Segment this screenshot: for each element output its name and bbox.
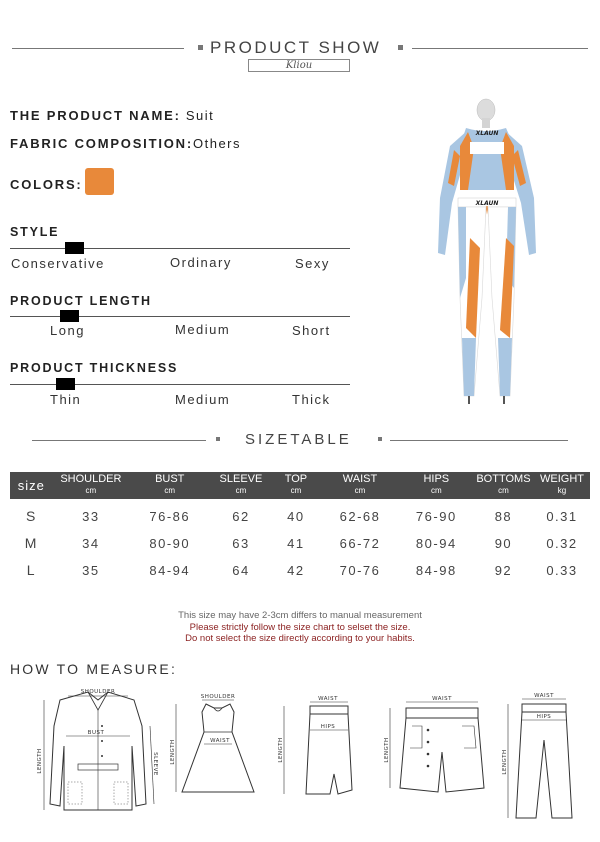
style-scale-line — [10, 248, 350, 249]
thickness-marker — [56, 378, 75, 390]
header-square-right — [398, 45, 403, 50]
header-rule-right — [412, 48, 588, 49]
shorts-waist-label: WAIST — [432, 696, 452, 702]
waistband-logo-text: XLAUN — [475, 200, 499, 207]
colors-row — [10, 177, 83, 192]
col-sleeve: SLEEVE cm — [210, 472, 271, 499]
product-name-label: THE PRODUCT NAME: — [10, 108, 181, 123]
brand-label: Kliou — [248, 59, 350, 72]
thickness-option-thick: Thick — [292, 392, 331, 407]
note-habits: Do not select the size directly according to your habits. — [185, 633, 415, 644]
cell-hips: 76-90 — [415, 508, 457, 524]
jacket-sleeve-label: SLEEVE — [152, 752, 158, 776]
skirt-diagram — [278, 694, 358, 800]
cell-weight: 0.31 — [546, 508, 578, 524]
cell-sleeve: 64 — [232, 562, 250, 578]
fabric-row — [10, 136, 241, 151]
cell-bottoms: 92 — [494, 562, 513, 578]
header-rule-left — [12, 48, 184, 49]
cell-waist: 66-72 — [339, 535, 381, 551]
thickness-option-medium: Medium — [175, 392, 231, 407]
cell-bust: 80-90 — [149, 535, 191, 551]
table-row — [10, 499, 590, 526]
cell-weight: 0.32 — [546, 535, 578, 551]
col-waist: WAIST cm — [320, 472, 399, 499]
sizetable-title: SIZETABLE — [245, 431, 352, 448]
dress-shoulder-label: SHOULDER — [200, 694, 236, 700]
pants-diagram — [504, 690, 584, 822]
cell-waist: 62-68 — [339, 508, 381, 524]
size-table — [10, 472, 590, 580]
cell-sleeve: 62 — [232, 508, 250, 524]
jacket-diagram — [38, 686, 158, 818]
thickness-label: PRODUCT THICKNESS — [10, 361, 179, 375]
cell-shoulder: 35 — [82, 562, 100, 578]
pants-length-label: LENGTH — [502, 749, 508, 775]
cell-waist: 70-76 — [339, 562, 381, 578]
page-title: PRODUCT SHOW — [210, 38, 382, 57]
dress-waist-label: WAIST — [210, 738, 230, 744]
color-swatch-orange[interactable] — [85, 168, 114, 195]
size-table-header — [10, 472, 590, 499]
length-option-short: Short — [292, 323, 331, 338]
skirt-length-label: LENGTH — [278, 737, 284, 763]
jacket-length-label: LENGTH — [37, 748, 43, 774]
col-size: size — [10, 472, 53, 499]
product-name-row — [10, 108, 214, 123]
col-top: TOP cm — [271, 472, 320, 499]
style-option-ordinary: Ordinary — [170, 255, 232, 270]
cell-top: 40 — [287, 508, 305, 524]
cell-size: L — [26, 562, 37, 578]
cell-size: M — [24, 535, 38, 551]
product-photo — [410, 98, 560, 406]
shorts-diagram — [382, 692, 494, 802]
header-square-left — [198, 45, 203, 50]
fabric-label: FABRIC COMPOSITION: — [10, 136, 193, 151]
how-to-measure-title: HOW TO MEASURE: — [10, 661, 178, 677]
dress-length-label: LENGTH — [170, 739, 176, 765]
col-hips: HIPS cm — [400, 472, 473, 499]
thickness-option-thin: Thin — [50, 392, 82, 407]
skirt-hips-label: HIPS — [320, 724, 336, 730]
fabric-value: Others — [192, 136, 241, 151]
style-marker — [65, 242, 84, 254]
cell-hips: 80-94 — [415, 535, 457, 551]
cell-shoulder: 34 — [82, 535, 100, 551]
cell-size: S — [25, 508, 37, 524]
product-name-value: Suit — [185, 108, 215, 123]
top-logo-text: XLAUN — [475, 130, 499, 137]
style-option-conservative: Conservative — [11, 256, 105, 271]
cell-hips: 84-98 — [415, 562, 457, 578]
length-marker — [60, 310, 79, 322]
col-weight: WEIGHT kg — [534, 472, 590, 499]
length-label: PRODUCT LENGTH — [10, 294, 152, 308]
table-row — [10, 526, 590, 553]
jacket-shoulder-label: SHOULDER — [80, 689, 116, 695]
col-shoulder: SHOULDER cm — [53, 472, 129, 499]
cell-top: 41 — [287, 535, 305, 551]
col-bottoms: BOTTOMS cm — [473, 472, 534, 499]
length-option-medium: Medium — [175, 322, 231, 337]
col-bust: BUST cm — [129, 472, 210, 499]
colors-label: COLORS: — [10, 177, 83, 192]
cell-weight: 0.33 — [546, 562, 578, 578]
pants-waist-label: WAIST — [534, 693, 554, 699]
cell-sleeve: 63 — [232, 535, 250, 551]
table-row — [10, 553, 590, 580]
pants-hips-label: HIPS — [536, 714, 552, 720]
cell-bottoms: 88 — [494, 508, 513, 524]
dress-diagram — [172, 692, 264, 802]
skirt-waist-label: WAIST — [318, 696, 338, 702]
cell-bottoms: 90 — [494, 535, 513, 551]
style-option-sexy: Sexy — [295, 256, 330, 271]
shorts-length-label: LENGTH — [384, 737, 390, 763]
sizetable-square-right — [378, 437, 382, 441]
sizetable-rule-right — [390, 440, 568, 441]
cell-bust: 76-86 — [149, 508, 191, 524]
length-option-long: Long — [50, 323, 85, 338]
sizetable-rule-left — [32, 440, 206, 441]
sizetable-square-left — [216, 437, 220, 441]
cell-shoulder: 33 — [82, 508, 100, 524]
style-label: STYLE — [10, 225, 60, 239]
jacket-bust-label: BUST — [87, 730, 105, 736]
cell-bust: 84-94 — [149, 562, 191, 578]
cell-top: 42 — [287, 562, 305, 578]
note-follow-chart: Please strictly follow the size chart to selset the size. — [189, 622, 411, 633]
note-measurement: This size may have 2-3cm differs to manual measurement — [178, 610, 422, 621]
